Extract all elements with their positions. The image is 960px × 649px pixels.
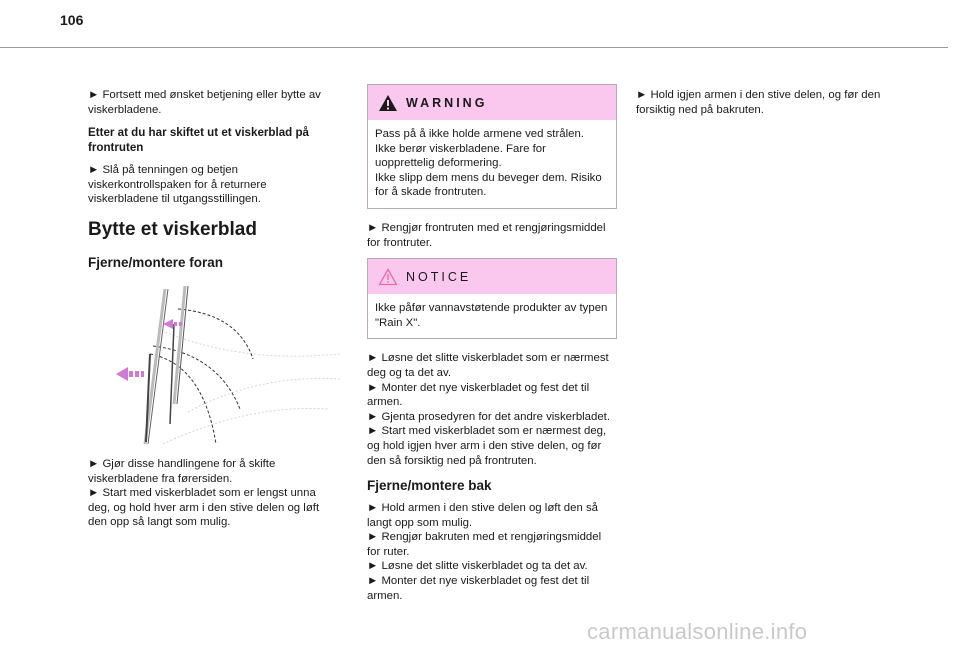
warning-body [368, 120, 616, 208]
notice-body [368, 294, 616, 338]
text-line: ► Rengjør bakruten med et rengjøringsmiddel [367, 531, 602, 544]
text-line: ► Rengjør frontruten med et rengjøringsmiddel [367, 221, 606, 234]
column-right [636, 88, 902, 125]
notice-title: NOTICE [406, 269, 472, 284]
text-line: langt opp som mulig. [367, 516, 473, 529]
warning-text [375, 127, 608, 200]
text-line: ► Hold igjen armen i den stive delen, og før den [636, 89, 881, 101]
text-line: ► Gjenta prosedyren for det andre viskerbladet. [367, 410, 611, 423]
wiper-blade [174, 286, 185, 404]
warning-title: WARNING [406, 95, 488, 110]
intro-bullet [88, 88, 343, 117]
section-title: Bytte et viskerblad [88, 218, 257, 240]
warning-box [367, 84, 617, 209]
text-line: Ikke berør viskerbladene. Fare for [375, 142, 546, 155]
text-line: armen. [367, 396, 403, 409]
text-line: og hold igjen hver arm i den stive delen, og før [367, 439, 602, 452]
text-line: for ruter. [367, 545, 410, 558]
clean-bullet [367, 221, 617, 250]
text-line: Ikke slipp dem mens du beveger dem. Risiko [375, 171, 602, 184]
after-change-heading [88, 125, 343, 155]
text-line: ► Løsne det slitte viskerbladet og ta det av. [367, 560, 588, 573]
warning-triangle-icon [378, 94, 398, 112]
notice-box [367, 258, 617, 339]
text-line: Ikke påfør vannavstøtende produkter av typen [375, 302, 608, 315]
rear-steps [367, 501, 617, 603]
page-number: 106 [60, 12, 84, 28]
text-line: viskerbladene til utgangsstillingen. [88, 193, 261, 206]
text-line: den opp så langt som mulig. [88, 516, 231, 529]
windshield-edge [158, 329, 340, 356]
wiper-sweep-arc [178, 309, 253, 359]
text-line: viskerkontrollspaken for å returnere [88, 178, 267, 191]
after-change-bullet [88, 163, 343, 207]
text-line: ► Gjør disse handlingene for å skifte [88, 457, 276, 470]
column-middle [367, 84, 617, 611]
text-line: den så forsiktig ned på frontruten. [367, 454, 537, 467]
text-line: ► Start med viskerbladet som er nærmest deg, [367, 425, 607, 438]
text-line: viskerbladene fra førersiden. [88, 472, 233, 485]
windshield-edge [163, 408, 328, 444]
rear-subsection-title: Fjerne/montere bak [367, 478, 492, 494]
text-line: ► Slå på tenningen og betjen [88, 164, 238, 177]
wiper-blade [170, 324, 174, 424]
text-line: frontruten [88, 141, 144, 155]
column-left [88, 88, 343, 538]
replace-steps [367, 351, 617, 468]
text-line: ► Monter det nye viskerbladet og fest det til [367, 381, 590, 394]
header-divider [0, 47, 948, 48]
text-line: viskerbladene. [88, 103, 162, 116]
text-line: forsiktig ned på bakruten. [636, 103, 764, 116]
text-line: for frontruter. [367, 236, 433, 249]
text-line: deg, og hold hver arm i den stive delen og løft [88, 501, 320, 514]
notice-triangle-icon [378, 268, 398, 286]
text-line: uopprettelig deformering. [375, 157, 502, 170]
text-line: deg og ta det av. [367, 366, 452, 379]
text-line: ► Start med viskerbladet som er lengst unna [88, 487, 316, 500]
pull-arrow [116, 367, 144, 381]
wiper-arm [145, 289, 165, 444]
notice-header [368, 259, 616, 294]
warning-header [368, 85, 616, 120]
watermark: carmanualsonline.info [587, 619, 808, 644]
front-subsection-title: Fjerne/montere foran [88, 254, 224, 270]
text-line: ► Monter det nye viskerbladet og fest det til [367, 575, 590, 588]
wiper-arm [148, 289, 168, 444]
text-line: ► Fortsett med ønsket betjening eller bytte av [88, 89, 321, 101]
text-line: for å skade frontruten. [375, 186, 487, 199]
wiper-illustration [88, 284, 340, 446]
text-line: ► Hold armen i den stive delen og løft den så [367, 502, 598, 515]
front-bullets [88, 457, 343, 530]
windshield-edge [188, 378, 340, 412]
text-line: ► Løsne det slitte viskerbladet som er nærmest [367, 352, 609, 365]
text-line: armen. [367, 589, 403, 602]
wiper-sweep-arc [150, 354, 216, 444]
text-line: Pass på å ikke holde armene ved strålen. [375, 128, 584, 140]
lift-arrow [163, 319, 182, 329]
wiper-sweep-arc [153, 346, 240, 409]
text-line: "Rain X". [375, 316, 421, 329]
notice-text [375, 301, 608, 330]
final-bullet [636, 88, 902, 117]
text-line: Etter at du har skiftet ut et viskerblad på [88, 126, 309, 140]
